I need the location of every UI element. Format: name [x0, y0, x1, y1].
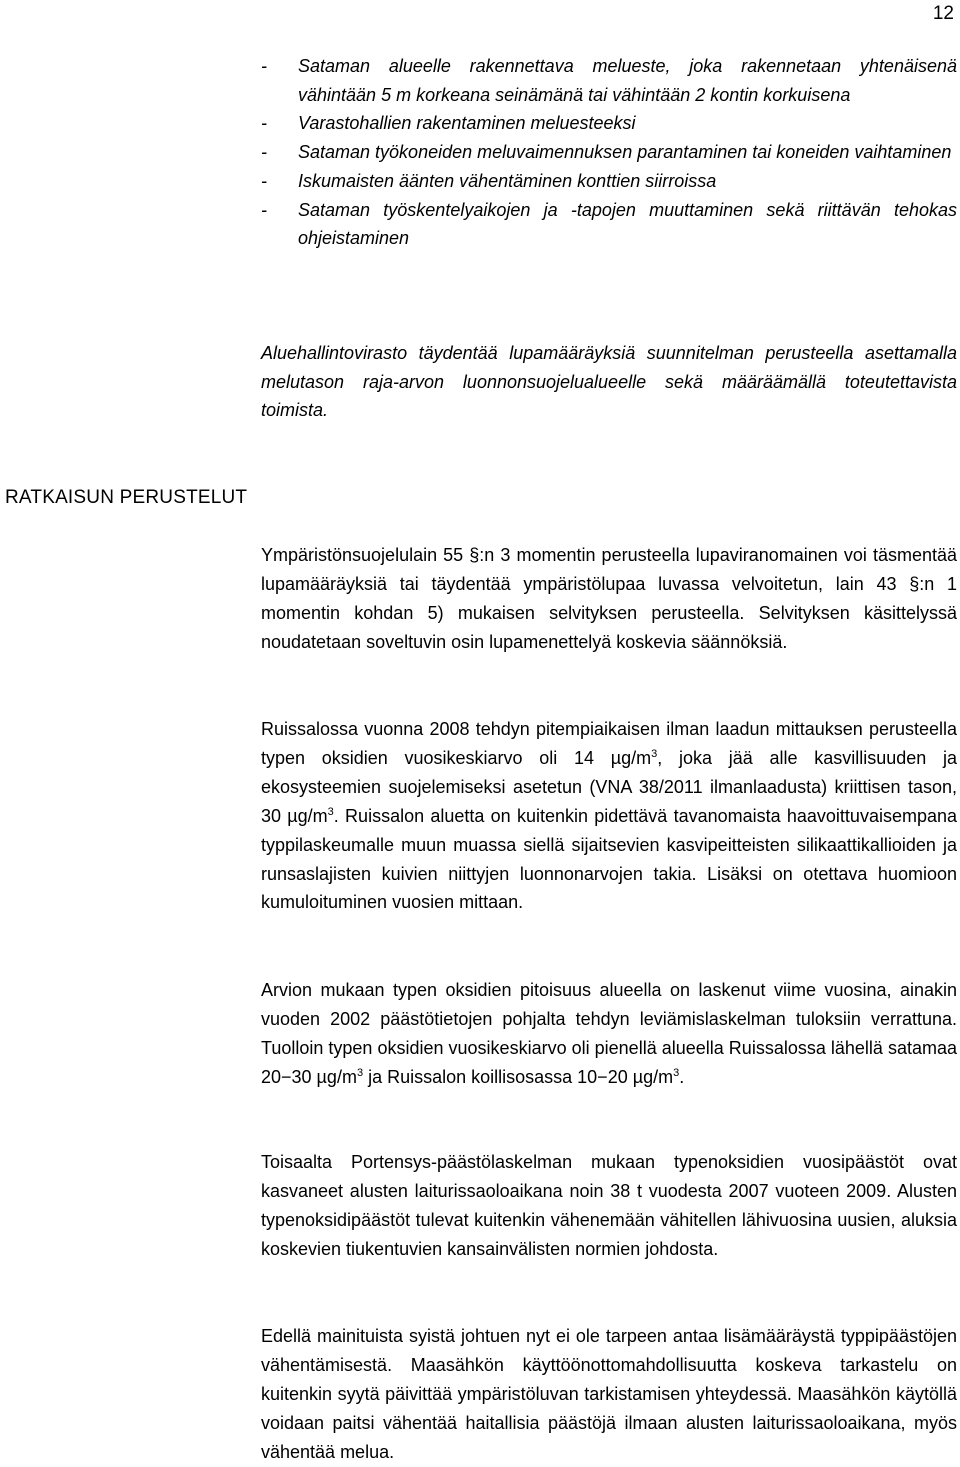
measures-list: [261, 52, 957, 253]
list-item: [261, 196, 957, 253]
list-dash: -: [261, 113, 267, 134]
paragraph-text: ja Ruissalon koillisosassa 10−20 µg/m: [363, 1066, 674, 1087]
supplement-paragraph: Aluehallintovirasto täydentää lupamääräyksiä suunnitelman perusteella asettamalla melutason raja-arvon luonnonsuojelualueelle sekä määräämällä toteutettavista toimista.: [261, 343, 957, 421]
list-item-text: Sataman työskentelyaikojen ja -tapojen muuttaminen sekä riittävän tehokas ohjeistaminen: [298, 199, 957, 249]
paragraph-text: Arvion mukaan typen oksidien pitoisuus alueella on laskenut viime vuosina, ainakin vuoden 2002 päästötietojen pohjalta tehdyn leviämislaskelman tuloksiin verrattuna. Tuolloin typen oksidien vuosikeskiarvo oli pienellä alueella Ruissalossa lähellä satamaa 20−30 µg/m: [261, 980, 957, 1087]
estimate-paragraph: [261, 976, 957, 1092]
paragraph-text: .: [679, 1066, 685, 1087]
list-item: [261, 109, 957, 138]
list-dash: -: [261, 170, 267, 191]
superscript: 3: [327, 805, 334, 818]
list-item: [261, 167, 957, 196]
list-dash: -: [261, 199, 267, 220]
list-item-text: Iskumaisten äänten vähentäminen konttien siirroissa: [298, 170, 717, 191]
list-dash: -: [261, 142, 267, 163]
list-item: [261, 52, 957, 109]
paragraph-text: , joka jää alle kasvillisuuden ja ekosysteemien suojelemiseksi asetetun (VNA 38/2011 ilmanlaadusta) kriittisen tason, 30 µg/m: [261, 747, 957, 826]
list-dash: -: [261, 56, 267, 76]
section-heading: RATKAISUN PERUSTELUT: [5, 487, 248, 508]
list-item-text: Varastohallien rakentaminen meluesteeksi: [298, 113, 636, 134]
emissions-paragraph: Toisaalta Portensys-päästölaskelman mukaan typenoksidien vuosipäästöt ovat kasvaneet alusten laiturissaoloaikana noin 38 t vuodesta 2007 vuoteen 2009. Alusten typenoksidipäästöt tulevat kuitenkin vähenemään vähitellen lähivuosina uusien, aluksia koskevien tiukentuvien kansainvälisten normien johdosta.: [261, 1152, 957, 1259]
paragraph-text: . Ruissalon aluetta on kuitenkin pidettävä tavanomaista haavoittuvaisempana typpilaskeumalle muun muassa siellä sijaitsevien kasvipeitteisten silikaattikallioiden ja runsaslajisten kuivien niittyjen luonnonarvojen takia. Lisäksi on otettava huomioon kumuloituminen vuosien mittaan.: [261, 805, 957, 913]
measurement-paragraph: [261, 715, 957, 917]
superscript: 3: [651, 747, 658, 760]
paragraph-text: Ruissalossa vuonna 2008 tehdyn pitempiaikaisen ilman laadun mittauksen perusteella typen oksidien vuosikeskiarvo oli 14 µg/m: [261, 719, 957, 768]
list-item-text: Sataman työkoneiden meluvaimennuksen parantaminen tai koneiden vaihtaminen: [298, 142, 952, 163]
superscript: 3: [356, 1066, 364, 1079]
page-number: 12: [932, 3, 954, 24]
legal-basis-paragraph: Ympäristönsuojelulain 55 §:n 3 momentin perusteella lupaviranomainen voi täsmentää lupamääräyksiä tai täydentää ympäristölupaa luvassa velvoitetun, lain 43 §:n 1 momentin kohdan 5) mukaisen selvityksen perusteella. Selvityksen käsittelyssä noudatetaan soveltuvin osin lupamenettelyä koskevia säännöksiä.: [261, 545, 957, 652]
superscript: 3: [673, 1066, 680, 1079]
list-item: [261, 138, 957, 167]
list-item-text: Sataman alueelle rakennettava melueste, joka rakennetaan yhtenäisenä vähintään 5 m korkeana seinämänä tai vähintään 2 kontin korkuisena: [298, 56, 957, 105]
conclusion-paragraph: Edellä mainituista syistä johtuen nyt ei ole tarpeen antaa lisämääräystä typpipäästöjen vähentämisestä. Maasähkön käyttöönottomahdollisuutta koskeva tarkastelu on kuitenkin syytä päivittää ympäristöluvan tarkistamisen yhteydessä. Maasähkön käytöllä voidaan paitsi vähentää haitallisia päästöjä ilmaan alusten laiturissaoloaikana, myös vähentää melua.: [261, 1326, 957, 1462]
